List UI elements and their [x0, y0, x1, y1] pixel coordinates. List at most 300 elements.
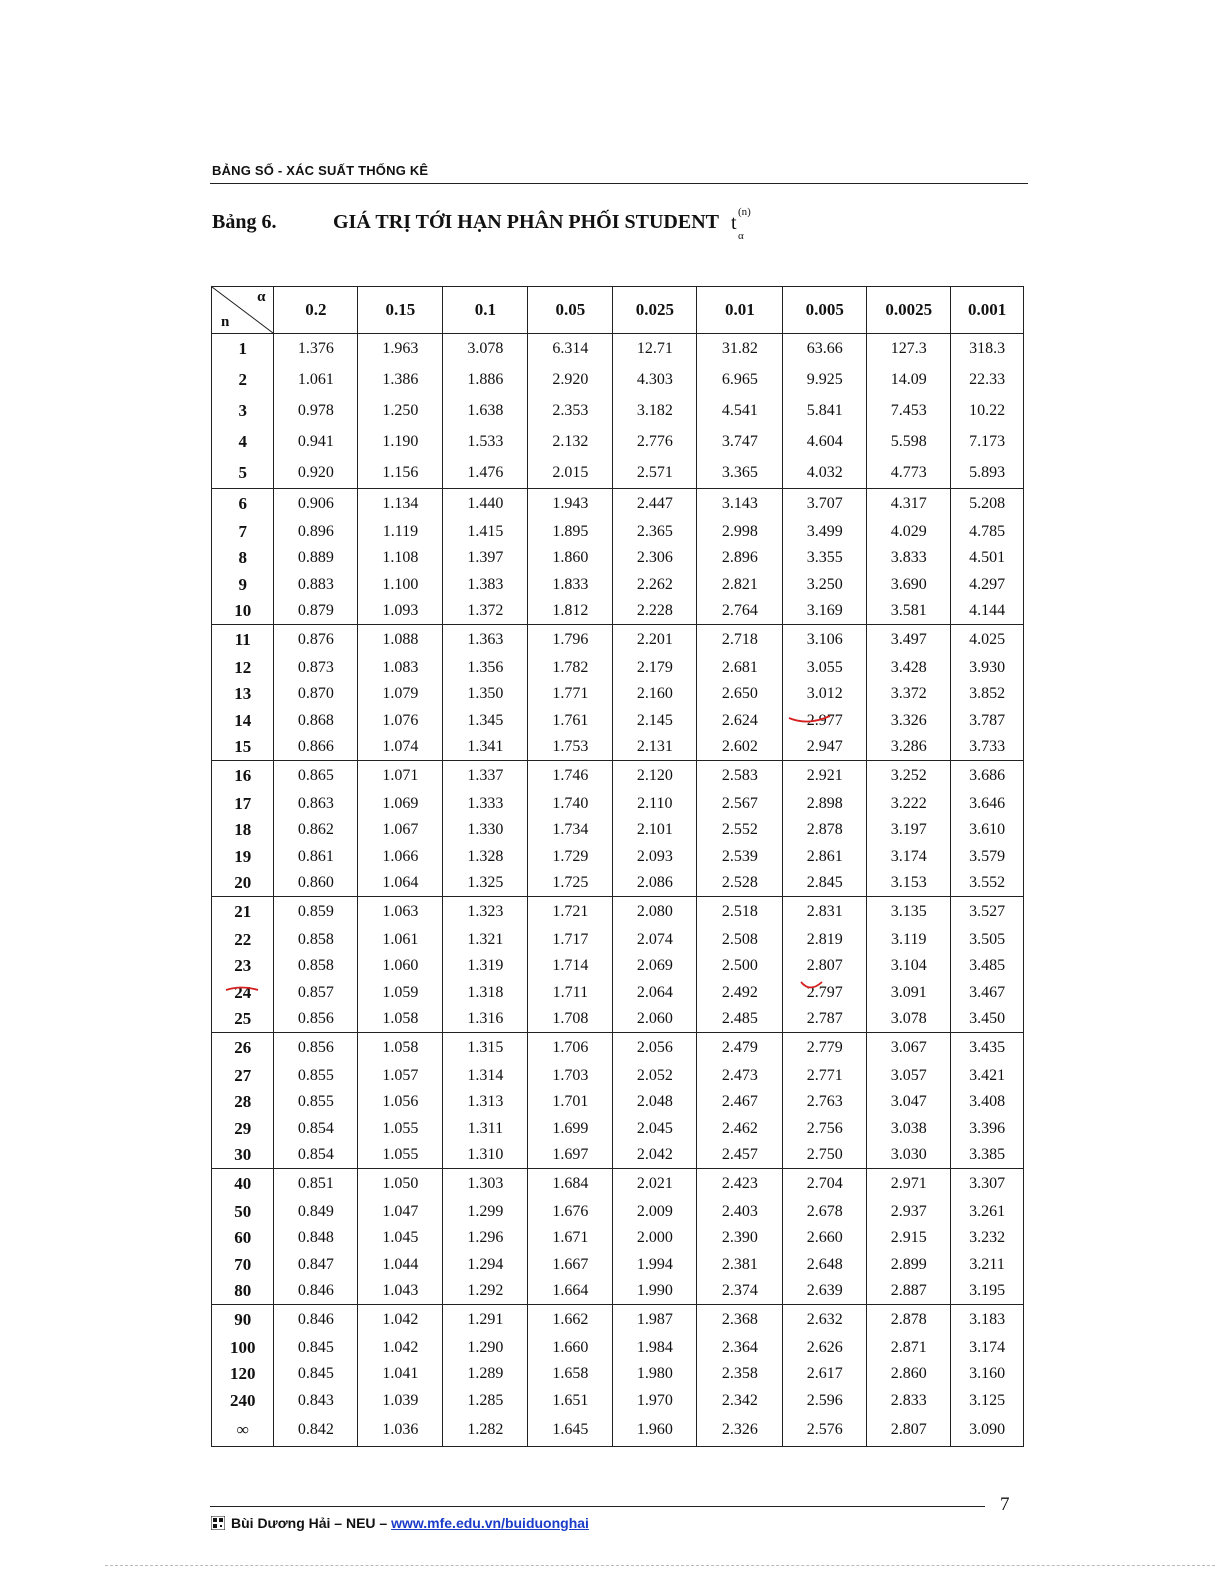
value-cell: 2.462 [697, 1116, 783, 1143]
t-symbol-sub: α [738, 230, 744, 242]
hand-mark-24 [222, 984, 262, 994]
value-cell: 2.632 [783, 1305, 867, 1335]
value-cell: 1.895 [528, 519, 613, 546]
value-cell: 3.610 [951, 817, 1024, 844]
df-cell: 60 [212, 1225, 274, 1252]
value-cell: 2.353 [528, 396, 613, 427]
table-row [212, 655, 1024, 682]
value-cell: 2.878 [783, 817, 867, 844]
value-cell: 31.82 [697, 334, 783, 365]
value-cell: 2.571 [613, 458, 697, 489]
value-cell: 2.021 [613, 1169, 697, 1199]
df-cell: 4 [212, 427, 274, 458]
value-cell: 3.078 [867, 1006, 951, 1033]
value-cell: 2.093 [613, 844, 697, 871]
value-cell: 1.045 [358, 1225, 443, 1252]
row-group [212, 334, 1024, 489]
value-cell: 3.250 [783, 572, 867, 599]
value-cell: 2.120 [613, 761, 697, 791]
table-row [212, 427, 1024, 458]
scan-edge [105, 1565, 1215, 1566]
df-cell: 6 [212, 489, 274, 519]
value-cell: 3.153 [867, 870, 951, 897]
value-cell: 1.833 [528, 572, 613, 599]
value-cell: 1.076 [358, 708, 443, 735]
value-cell: 2.764 [697, 598, 783, 625]
value-cell: 2.132 [528, 427, 613, 458]
df-cell: 22 [212, 927, 274, 954]
value-cell: 0.860 [274, 870, 358, 897]
value-cell: 4.785 [951, 519, 1024, 546]
value-cell: 6.314 [528, 334, 613, 365]
value-cell: 3.286 [867, 734, 951, 761]
value-cell: 4.317 [867, 489, 951, 519]
table-row [212, 545, 1024, 572]
value-cell: 3.183 [951, 1305, 1024, 1335]
value-cell: 1.645 [528, 1414, 613, 1447]
value-cell: 2.492 [697, 980, 783, 1007]
value-cell: 3.581 [867, 598, 951, 625]
value-cell: 1.711 [528, 980, 613, 1007]
value-cell: 2.787 [783, 1006, 867, 1033]
table-row [212, 365, 1024, 396]
value-cell: 3.428 [867, 655, 951, 682]
value-cell: 2.500 [697, 953, 783, 980]
value-cell: 3.232 [951, 1225, 1024, 1252]
df-cell: 16 [212, 761, 274, 791]
value-cell: 1.337 [443, 761, 528, 791]
value-cell: 2.048 [613, 1089, 697, 1116]
value-cell: 2.326 [697, 1414, 783, 1447]
table-row [212, 1361, 1024, 1388]
value-cell: 1.990 [613, 1278, 697, 1305]
value-cell: 2.467 [697, 1089, 783, 1116]
value-cell: 3.090 [951, 1414, 1024, 1447]
value-cell: 2.947 [783, 734, 867, 761]
value-cell: 2.567 [697, 791, 783, 818]
df-cell: 19 [212, 844, 274, 871]
value-cell: 7.453 [867, 396, 951, 427]
table-row [212, 1252, 1024, 1279]
table-row [212, 1305, 1024, 1335]
value-cell: 1.050 [358, 1169, 443, 1199]
value-cell: 1.059 [358, 980, 443, 1007]
value-cell: 1.083 [358, 655, 443, 682]
value-cell: 3.012 [783, 681, 867, 708]
value-cell: 2.457 [697, 1142, 783, 1169]
value-cell: 2.650 [697, 681, 783, 708]
table-row [212, 817, 1024, 844]
value-cell: 1.987 [613, 1305, 697, 1335]
table-row [212, 1142, 1024, 1169]
value-cell: 3.047 [867, 1089, 951, 1116]
value-cell: 2.977 [783, 708, 867, 735]
table-row [212, 1335, 1024, 1362]
value-cell: 2.596 [783, 1388, 867, 1415]
value-cell: 0.846 [274, 1305, 358, 1335]
value-cell: 3.497 [867, 625, 951, 655]
value-cell: 2.602 [697, 734, 783, 761]
value-cell: 2.473 [697, 1063, 783, 1090]
row-group [212, 1305, 1024, 1447]
value-cell: 3.852 [951, 681, 1024, 708]
footer-author: Bùi Dương Hải – NEU – [231, 1515, 392, 1531]
value-cell: 3.307 [951, 1169, 1024, 1199]
value-cell: 2.528 [697, 870, 783, 897]
value-cell: 1.984 [613, 1335, 697, 1362]
value-cell: 1.376 [274, 334, 358, 365]
value-cell: 4.297 [951, 572, 1024, 599]
value-cell: 2.617 [783, 1361, 867, 1388]
value-cell: 2.576 [783, 1414, 867, 1447]
table-row [212, 1089, 1024, 1116]
value-cell: 1.960 [613, 1414, 697, 1447]
table-row [212, 980, 1024, 1007]
value-cell: 2.368 [697, 1305, 783, 1335]
df-cell: 1 [212, 334, 274, 365]
value-cell: 1.074 [358, 734, 443, 761]
value-cell: 1.697 [528, 1142, 613, 1169]
table-row [212, 598, 1024, 625]
value-cell: 1.662 [528, 1305, 613, 1335]
value-cell: 1.386 [358, 365, 443, 396]
value-cell: 0.855 [274, 1063, 358, 1090]
value-cell: 3.485 [951, 953, 1024, 980]
value-cell: 1.860 [528, 545, 613, 572]
value-cell: 22.33 [951, 365, 1024, 396]
value-cell: 3.174 [867, 844, 951, 871]
value-cell: 1.721 [528, 897, 613, 927]
value-cell: 3.106 [783, 625, 867, 655]
value-cell: 1.729 [528, 844, 613, 871]
value-cell: 2.342 [697, 1388, 783, 1415]
table-row [212, 844, 1024, 871]
alpha-header-row [212, 287, 1024, 334]
value-cell: 3.125 [951, 1388, 1024, 1415]
value-cell: 2.878 [867, 1305, 951, 1335]
value-cell: 2.639 [783, 1278, 867, 1305]
value-cell: 2.009 [613, 1199, 697, 1226]
value-cell: 1.303 [443, 1169, 528, 1199]
value-cell: 4.144 [951, 598, 1024, 625]
value-cell: 3.499 [783, 519, 867, 546]
value-cell: 3.505 [951, 927, 1024, 954]
value-cell: 3.057 [867, 1063, 951, 1090]
value-cell: 0.861 [274, 844, 358, 871]
value-cell: 1.055 [358, 1142, 443, 1169]
footer-rule [210, 1506, 985, 1507]
value-cell: 1.119 [358, 519, 443, 546]
value-cell: 2.797 [783, 980, 867, 1007]
value-cell: 1.134 [358, 489, 443, 519]
value-cell: 1.397 [443, 545, 528, 572]
df-cell: 7 [212, 519, 274, 546]
value-cell: 1.190 [358, 427, 443, 458]
df-cell: 12 [212, 655, 274, 682]
df-cell: 80 [212, 1278, 274, 1305]
table-row [212, 458, 1024, 489]
value-cell: 1.316 [443, 1006, 528, 1033]
value-cell: 3.552 [951, 870, 1024, 897]
value-cell: 1.333 [443, 791, 528, 818]
value-cell: 2.896 [697, 545, 783, 572]
value-cell: 1.651 [528, 1388, 613, 1415]
value-cell: 1.725 [528, 870, 613, 897]
value-cell: 3.355 [783, 545, 867, 572]
value-cell: 2.374 [697, 1278, 783, 1305]
value-cell: 3.408 [951, 1089, 1024, 1116]
corner-cell [212, 287, 274, 334]
value-cell: 1.761 [528, 708, 613, 735]
value-cell: 2.074 [613, 927, 697, 954]
value-cell: 1.341 [443, 734, 528, 761]
df-cell: 24 [212, 980, 274, 1007]
value-cell: 2.763 [783, 1089, 867, 1116]
value-cell: 2.403 [697, 1199, 783, 1226]
value-cell: 3.365 [697, 458, 783, 489]
df-cell: 100 [212, 1335, 274, 1362]
value-cell: 0.854 [274, 1116, 358, 1143]
value-cell: 12.71 [613, 334, 697, 365]
df-cell: 70 [212, 1252, 274, 1279]
value-cell: 0.847 [274, 1252, 358, 1279]
value-cell: 0.876 [274, 625, 358, 655]
alpha-header: 0.001 [951, 287, 1024, 334]
table-row [212, 1278, 1024, 1305]
value-cell: 1.476 [443, 458, 528, 489]
value-cell: 4.501 [951, 545, 1024, 572]
value-cell: 3.690 [867, 572, 951, 599]
value-cell: 1.676 [528, 1199, 613, 1226]
value-cell: 1.345 [443, 708, 528, 735]
table-row [212, 1388, 1024, 1415]
value-cell: 1.067 [358, 817, 443, 844]
value-cell: 1.980 [613, 1361, 697, 1388]
value-cell: 2.833 [867, 1388, 951, 1415]
value-cell: 1.079 [358, 681, 443, 708]
value-cell: 2.678 [783, 1199, 867, 1226]
value-cell: 0.845 [274, 1361, 358, 1388]
df-cell: 21 [212, 897, 274, 927]
value-cell: 1.321 [443, 927, 528, 954]
table-row [212, 1169, 1024, 1199]
value-cell: 2.101 [613, 817, 697, 844]
value-cell: 3.091 [867, 980, 951, 1007]
df-cell: 14 [212, 708, 274, 735]
value-cell: 1.671 [528, 1225, 613, 1252]
value-cell: 2.045 [613, 1116, 697, 1143]
value-cell: 1.533 [443, 427, 528, 458]
value-cell: 1.318 [443, 980, 528, 1007]
value-cell: 1.042 [358, 1335, 443, 1362]
value-cell: 0.858 [274, 927, 358, 954]
value-cell: 1.063 [358, 897, 443, 927]
value-cell: 1.771 [528, 681, 613, 708]
table-row [212, 625, 1024, 655]
value-cell: 1.039 [358, 1388, 443, 1415]
df-cell: 20 [212, 870, 274, 897]
value-cell: 2.921 [783, 761, 867, 791]
value-cell: 3.182 [613, 396, 697, 427]
value-cell: 2.056 [613, 1033, 697, 1063]
value-cell: 1.042 [358, 1305, 443, 1335]
value-cell: 3.930 [951, 655, 1024, 682]
value-cell: 3.252 [867, 761, 951, 791]
value-cell: 2.000 [613, 1225, 697, 1252]
value-cell: 2.479 [697, 1033, 783, 1063]
footer [211, 1515, 589, 1531]
value-cell: 2.508 [697, 927, 783, 954]
student-t-table [211, 286, 1024, 1447]
value-cell: 1.156 [358, 458, 443, 489]
footer-link[interactable]: www.mfe.edu.vn/buiduonghai [391, 1515, 589, 1531]
value-cell: 5.598 [867, 427, 951, 458]
alpha-header: 0.2 [274, 287, 358, 334]
table-row [212, 1006, 1024, 1033]
value-cell: 1.296 [443, 1225, 528, 1252]
value-cell: 0.855 [274, 1089, 358, 1116]
value-cell: 2.179 [613, 655, 697, 682]
value-cell: 0.896 [274, 519, 358, 546]
df-cell: 30 [212, 1142, 274, 1169]
value-cell: 0.851 [274, 1169, 358, 1199]
value-cell: 3.421 [951, 1063, 1024, 1090]
t-symbol-base: t [731, 212, 737, 234]
df-cell: 29 [212, 1116, 274, 1143]
value-cell: 2.262 [613, 572, 697, 599]
value-cell: 1.108 [358, 545, 443, 572]
value-cell: 2.201 [613, 625, 697, 655]
value-cell: 1.667 [528, 1252, 613, 1279]
value-cell: 2.971 [867, 1169, 951, 1199]
table-row [212, 489, 1024, 519]
value-cell: 2.920 [528, 365, 613, 396]
value-cell: 2.771 [783, 1063, 867, 1090]
value-cell: 14.09 [867, 365, 951, 396]
alpha-header: 0.15 [358, 287, 443, 334]
value-cell: 3.119 [867, 927, 951, 954]
value-cell: 2.718 [697, 625, 783, 655]
value-cell: 3.174 [951, 1335, 1024, 1362]
df-cell: 5 [212, 458, 274, 489]
value-cell: 1.372 [443, 598, 528, 625]
value-cell: 1.994 [613, 1252, 697, 1279]
row-group [212, 625, 1024, 761]
table-row [212, 927, 1024, 954]
df-cell: 8 [212, 545, 274, 572]
value-cell: 3.396 [951, 1116, 1024, 1143]
df-cell: 26 [212, 1033, 274, 1063]
alpha-header: 0.025 [613, 287, 697, 334]
df-cell: 23 [212, 953, 274, 980]
value-cell: 5.841 [783, 396, 867, 427]
hand-mark-2797 [798, 979, 828, 993]
df-cell: 10 [212, 598, 274, 625]
value-cell: 4.773 [867, 458, 951, 489]
value-cell: 1.047 [358, 1199, 443, 1226]
value-cell: 318.3 [951, 334, 1024, 365]
qr-code-icon [211, 1516, 225, 1530]
table-row [212, 897, 1024, 927]
value-cell: 0.843 [274, 1388, 358, 1415]
value-cell: 2.704 [783, 1169, 867, 1199]
value-cell: 1.714 [528, 953, 613, 980]
value-cell: 2.110 [613, 791, 697, 818]
value-cell: 1.699 [528, 1116, 613, 1143]
value-cell: 1.250 [358, 396, 443, 427]
alpha-header: 0.05 [528, 287, 613, 334]
value-cell: 2.069 [613, 953, 697, 980]
value-cell: 1.285 [443, 1388, 528, 1415]
value-cell: 0.856 [274, 1033, 358, 1063]
df-cell: 27 [212, 1063, 274, 1090]
row-group [212, 761, 1024, 897]
t-symbol [731, 206, 751, 242]
value-cell: 3.211 [951, 1252, 1024, 1279]
value-cell: 2.898 [783, 791, 867, 818]
value-cell: 0.873 [274, 655, 358, 682]
value-cell: 3.222 [867, 791, 951, 818]
value-cell: 0.862 [274, 817, 358, 844]
value-cell: 2.624 [697, 708, 783, 735]
value-cell: 0.865 [274, 761, 358, 791]
value-cell: 0.854 [274, 1142, 358, 1169]
value-cell: 2.831 [783, 897, 867, 927]
value-cell: 3.261 [951, 1199, 1024, 1226]
value-cell: 2.552 [697, 817, 783, 844]
value-cell: 1.970 [613, 1388, 697, 1415]
value-cell: 3.030 [867, 1142, 951, 1169]
value-cell: 1.706 [528, 1033, 613, 1063]
value-cell: 3.733 [951, 734, 1024, 761]
value-cell: 1.319 [443, 953, 528, 980]
value-cell: 2.779 [783, 1033, 867, 1063]
value-cell: 1.069 [358, 791, 443, 818]
value-cell: 0.845 [274, 1335, 358, 1362]
value-cell: 1.440 [443, 489, 528, 519]
alpha-header: 0.005 [783, 287, 867, 334]
value-cell: 4.029 [867, 519, 951, 546]
value-cell: 1.684 [528, 1169, 613, 1199]
value-cell: 1.664 [528, 1278, 613, 1305]
value-cell: 3.707 [783, 489, 867, 519]
value-cell: 2.060 [613, 1006, 697, 1033]
df-cell: 25 [212, 1006, 274, 1033]
value-cell: 2.539 [697, 844, 783, 871]
value-cell: 2.145 [613, 708, 697, 735]
value-cell: 3.197 [867, 817, 951, 844]
value-cell: 2.660 [783, 1225, 867, 1252]
value-cell: 2.042 [613, 1142, 697, 1169]
value-cell: 3.160 [951, 1361, 1024, 1388]
row-group [212, 1033, 1024, 1169]
df-cell: 11 [212, 625, 274, 655]
value-cell: 1.658 [528, 1361, 613, 1388]
value-cell: 1.315 [443, 1033, 528, 1063]
value-cell: 3.326 [867, 708, 951, 735]
value-cell: 0.906 [274, 489, 358, 519]
value-cell: 2.845 [783, 870, 867, 897]
value-cell: 63.66 [783, 334, 867, 365]
value-cell: 3.527 [951, 897, 1024, 927]
value-cell: 2.518 [697, 897, 783, 927]
value-cell: 1.753 [528, 734, 613, 761]
table-row [212, 396, 1024, 427]
value-cell: 2.365 [613, 519, 697, 546]
value-cell: 2.064 [613, 980, 697, 1007]
df-cell: 50 [212, 1199, 274, 1226]
value-cell: 1.064 [358, 870, 443, 897]
